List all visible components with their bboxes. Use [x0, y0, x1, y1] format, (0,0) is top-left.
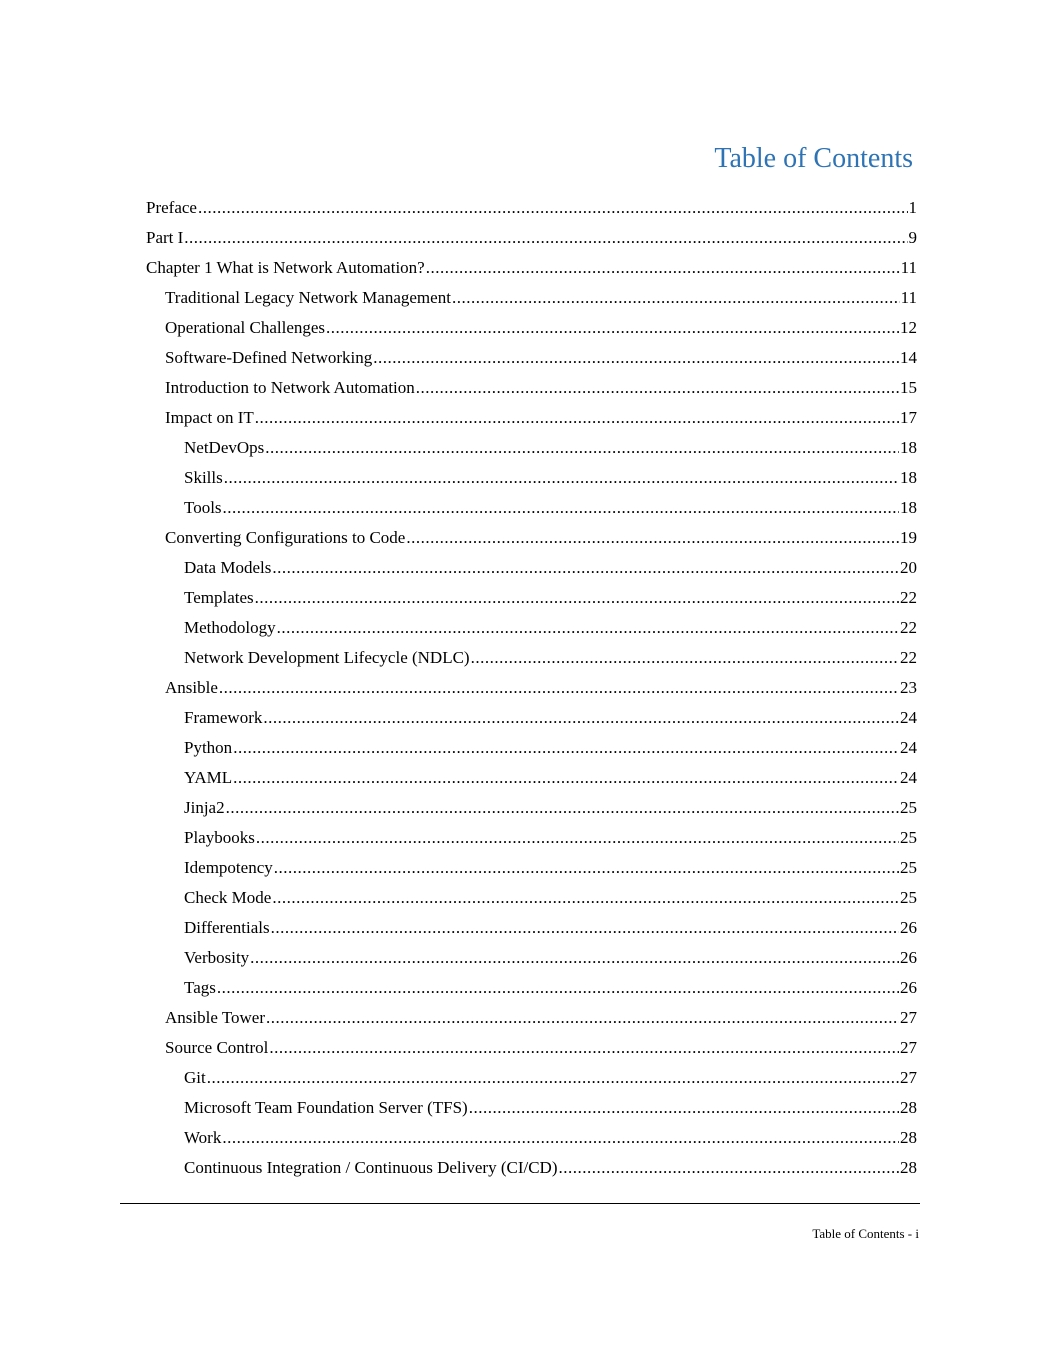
dot-leader	[471, 643, 899, 673]
toc-entry-page-number[interactable]: 27	[900, 1068, 917, 1087]
dot-leader	[326, 313, 899, 343]
toc-entry-label[interactable]: NetDevOps	[184, 438, 265, 457]
toc-entry-label[interactable]: Ansible Tower	[165, 1008, 266, 1027]
toc-entry[interactable]	[146, 283, 917, 313]
toc-entry-label[interactable]: Templates	[184, 588, 254, 607]
dot-leader	[222, 1123, 899, 1153]
toc-entry-page-number[interactable]: 1	[908, 198, 917, 217]
toc-entry-page-number[interactable]: 22	[900, 618, 917, 637]
dot-leader	[469, 1093, 899, 1123]
dot-leader	[217, 973, 899, 1003]
dot-leader	[274, 853, 899, 883]
toc-entry-label[interactable]: Continuous Integration / Continuous Delivery (CI/CD)	[184, 1158, 558, 1177]
toc-entry[interactable]	[146, 763, 917, 793]
toc-entry[interactable]	[146, 703, 917, 733]
toc-entry-label[interactable]: Part I	[146, 228, 184, 247]
toc-entry-page-number[interactable]: 28	[900, 1158, 917, 1177]
toc-entry[interactable]	[146, 823, 917, 853]
toc-entry-page-number[interactable]: 24	[900, 708, 917, 727]
toc-entry[interactable]	[146, 673, 917, 703]
toc-entry[interactable]	[146, 733, 917, 763]
toc-entry[interactable]	[146, 343, 917, 373]
dot-leader	[265, 433, 899, 463]
dot-leader	[223, 493, 899, 523]
dot-leader	[207, 1063, 899, 1093]
toc-entry-page-number[interactable]: 25	[900, 828, 917, 847]
toc-entry-page-number[interactable]: 9	[908, 228, 917, 247]
toc-entry[interactable]	[146, 1123, 917, 1153]
dot-leader	[255, 583, 899, 613]
toc-entry-label[interactable]: Microsoft Team Foundation Server (TFS)	[184, 1098, 468, 1117]
toc-entry[interactable]	[146, 223, 917, 253]
toc-entry-label[interactable]: Data Models	[184, 558, 272, 577]
toc-entry-label[interactable]: Check Mode	[184, 888, 272, 907]
toc-entry-page-number[interactable]: 26	[900, 918, 917, 937]
toc-entry[interactable]	[146, 253, 917, 283]
toc-entry-page-number[interactable]: 27	[900, 1008, 917, 1027]
toc-entry-page-number[interactable]: 26	[900, 978, 917, 997]
toc-entry-label[interactable]: Ansible	[165, 678, 218, 697]
toc-entry-page-number[interactable]: 24	[900, 768, 917, 787]
dot-leader	[233, 763, 899, 793]
toc-entry-label[interactable]: Methodology	[184, 618, 276, 637]
toc-entry-label[interactable]: Python	[184, 738, 233, 757]
dot-leader	[559, 1153, 900, 1183]
toc-entry-page-number[interactable]: 19	[900, 528, 917, 547]
toc-entry[interactable]	[146, 193, 917, 223]
toc-entry[interactable]	[146, 883, 917, 913]
toc-entry-page-number[interactable]: 23	[900, 678, 917, 697]
dot-leader	[184, 223, 907, 253]
toc-entry-page-number[interactable]: 15	[900, 378, 917, 397]
toc-entry-label[interactable]: Skills	[184, 468, 223, 487]
toc-entry[interactable]	[146, 943, 917, 973]
toc-entry[interactable]	[146, 1003, 917, 1033]
toc-entry[interactable]	[146, 1033, 917, 1063]
toc-entry-page-number[interactable]: 25	[900, 798, 917, 817]
dot-leader	[271, 913, 899, 943]
dot-leader	[452, 283, 900, 313]
toc-entry-page-number[interactable]: 12	[900, 318, 917, 337]
dot-leader	[277, 613, 899, 643]
toc-entry-label[interactable]: Jinja2	[184, 798, 225, 817]
toc-entry-page-number[interactable]: 25	[900, 858, 917, 877]
toc-entry-page-number[interactable]: 25	[900, 888, 917, 907]
toc-entry-page-number[interactable]: 11	[900, 288, 917, 307]
toc-entry-label[interactable]: Chapter 1 What is Network Automation?	[146, 258, 425, 277]
toc-entry[interactable]	[146, 1153, 917, 1183]
toc-entry-page-number[interactable]: 18	[900, 468, 917, 487]
toc-entry-page-number[interactable]: 18	[900, 438, 917, 457]
toc-entry-label[interactable]: Converting Configurations to Code	[165, 528, 406, 547]
dot-leader	[219, 673, 899, 703]
toc-entry-label[interactable]: Source Control	[165, 1038, 269, 1057]
toc-entry-label[interactable]: Tools	[184, 498, 222, 517]
dot-leader	[416, 373, 899, 403]
toc-entry-label[interactable]: Traditional Legacy Network Management	[165, 288, 451, 307]
toc-entry-page-number[interactable]: 24	[900, 738, 917, 757]
toc-entry-label[interactable]: Impact on IT	[165, 408, 254, 427]
toc-entry[interactable]	[146, 1063, 917, 1093]
toc-entry[interactable]	[146, 523, 917, 553]
toc-entry[interactable]	[146, 433, 917, 463]
toc-entry-page-number[interactable]: 14	[900, 348, 917, 367]
toc-entry[interactable]	[146, 373, 917, 403]
footer-divider	[120, 1203, 920, 1204]
dot-leader	[269, 1033, 899, 1063]
page-title: Table of Contents	[714, 143, 913, 174]
toc-entry-page-number[interactable]: 28	[900, 1128, 917, 1147]
toc-entry[interactable]	[146, 973, 917, 1003]
dot-leader	[373, 343, 899, 373]
table-of-contents	[146, 193, 917, 1183]
toc-entry[interactable]	[146, 403, 917, 433]
dot-leader	[266, 1003, 899, 1033]
toc-entry-label[interactable]: Differentials	[184, 918, 270, 937]
toc-entry[interactable]	[146, 553, 917, 583]
toc-entry-label[interactable]: Playbooks	[184, 828, 255, 847]
dot-leader	[406, 523, 899, 553]
toc-entry-label[interactable]: Work	[184, 1128, 222, 1147]
toc-entry-label[interactable]: Network Development Lifecycle (NDLC)	[184, 648, 470, 667]
toc-entry-label[interactable]: Introduction to Network Automation	[165, 378, 415, 397]
toc-entry-label[interactable]: YAML	[184, 768, 233, 787]
toc-entry[interactable]	[146, 913, 917, 943]
toc-entry-label[interactable]: Framework	[184, 708, 263, 727]
toc-entry[interactable]	[146, 463, 917, 493]
toc-entry-label[interactable]: Preface	[146, 198, 197, 217]
toc-entry[interactable]	[146, 313, 917, 343]
dot-leader	[256, 823, 899, 853]
toc-entry[interactable]	[146, 493, 917, 523]
toc-entry-page-number[interactable]: 22	[900, 648, 917, 667]
dot-leader	[272, 883, 899, 913]
toc-entry[interactable]	[146, 1093, 917, 1123]
toc-entry-page-number[interactable]: 28	[900, 1098, 917, 1117]
toc-entry-page-number[interactable]: 26	[900, 948, 917, 967]
toc-entry[interactable]	[146, 613, 917, 643]
toc-entry[interactable]	[146, 583, 917, 613]
toc-entry-label[interactable]: Idempotency	[184, 858, 273, 877]
toc-entry[interactable]	[146, 793, 917, 823]
toc-entry-label[interactable]: Tags	[184, 978, 216, 997]
toc-entry-label[interactable]: Software-Defined Networking	[165, 348, 373, 367]
dot-leader	[426, 253, 900, 283]
toc-entry[interactable]	[146, 853, 917, 883]
dot-leader	[250, 943, 899, 973]
toc-entry-page-number[interactable]: 17	[900, 408, 917, 427]
toc-entry-label[interactable]: Git	[184, 1068, 206, 1087]
dot-leader	[226, 793, 899, 823]
dot-leader	[198, 193, 908, 223]
dot-leader	[255, 403, 899, 433]
toc-entry-label[interactable]: Verbosity	[184, 948, 250, 967]
toc-entry-page-number[interactable]: 22	[900, 588, 917, 607]
page-footer: Table of Contents - i	[812, 1226, 919, 1241]
toc-entry-page-number[interactable]: 18	[900, 498, 917, 517]
toc-entry-label[interactable]: Operational Challenges	[165, 318, 326, 337]
toc-entry-page-number[interactable]: 11	[900, 258, 917, 277]
dot-leader	[263, 703, 899, 733]
dot-leader	[224, 463, 899, 493]
toc-entry-page-number[interactable]: 27	[900, 1038, 917, 1057]
dot-leader	[233, 733, 899, 763]
toc-entry-page-number[interactable]: 20	[900, 558, 917, 577]
toc-entry[interactable]	[146, 643, 917, 673]
dot-leader	[272, 553, 899, 583]
